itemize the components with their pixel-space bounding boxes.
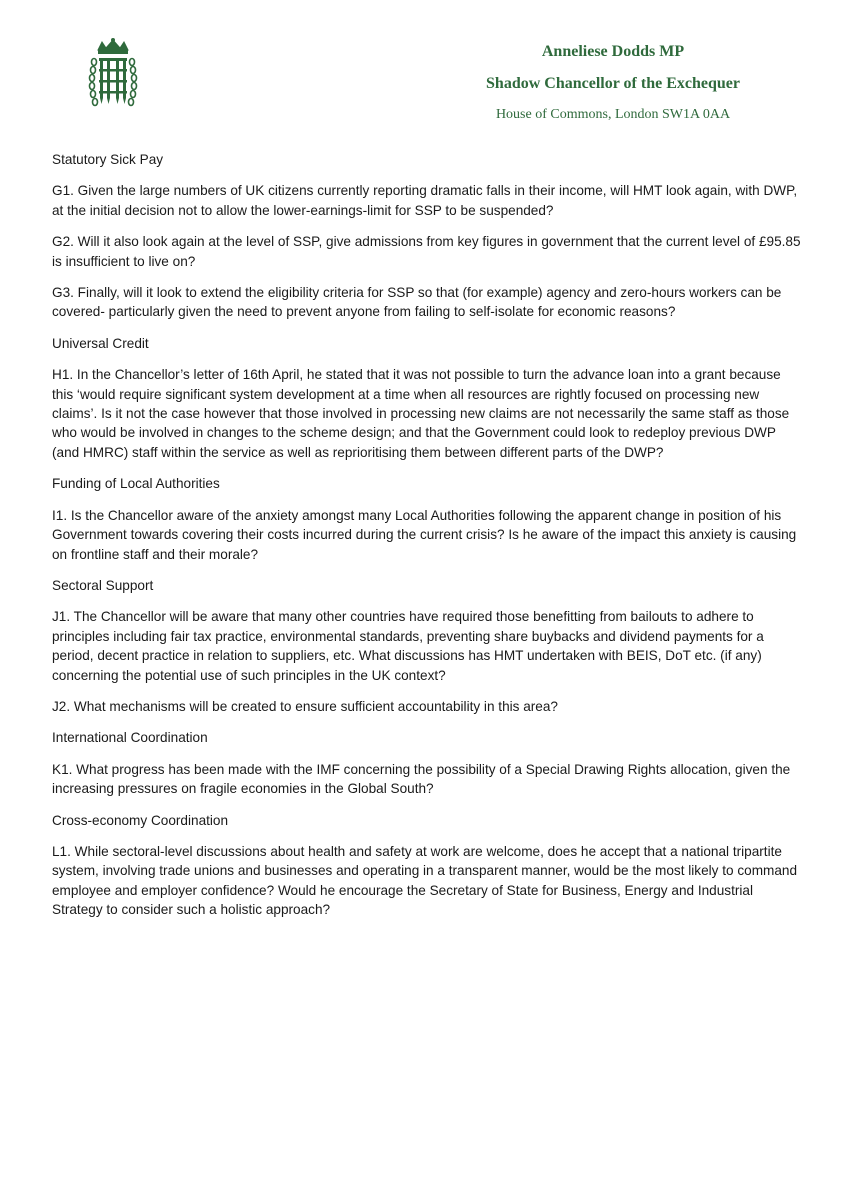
section-heading: International Coordination — [52, 730, 208, 746]
sender-role: Shadow Chancellor of the Exchequer — [486, 75, 740, 92]
question-paragraph: I1. Is the Chancellor aware of the anxiety amongst many Local Authorities following the apparent change in position of his Government towards covering their costs incurred during the current crisis? Is he aware of the impact this anxiety is causing on frontline staff and their morale? — [52, 507, 797, 562]
section-heading: Funding of Local Authorities — [52, 476, 220, 492]
letterhead — [0, 0, 849, 140]
section-heading: Statutory Sick Pay — [52, 152, 164, 167]
section-heading: Sectoral Support — [52, 577, 154, 593]
sender-name: Anneliese Dodds MP — [541, 43, 685, 60]
section-heading: Cross-economy Coordination — [52, 812, 229, 828]
question-paragraph: J1. The Chancellor will be aware that many other countries have required those benefitting from bailouts to adhere to principles including fair tax practice, environmental standards, preventing share buybacks and dividend payments for a period, decent practice in relation to suppliers, etc. What discussions has HMT undertaken with BEIS, DoT etc. (if any) concerning the potential use of such principles in the UK context? — [52, 609, 764, 683]
question-paragraph: G1. Given the large numbers of UK citizens currently reporting dramatic falls in their income, will HMT look again, with DWP, at the initial decision not to allow the lower-earnings-limit for SSP to be suspended? — [52, 183, 798, 218]
question-paragraph: G3. Finally, will it look to extend the eligibility criteria for SSP so that (for example) agency and zero-hours workers can be covered- particularly given the need to prevent anyone from failing to self-isolate for economic reasons? — [52, 285, 782, 320]
document-body — [52, 150, 802, 932]
question-paragraph: J2. What mechanisms will be created to ensure sufficient accountability in this area? — [52, 698, 558, 714]
section-heading: Universal Credit — [52, 335, 149, 351]
sender-address: House of Commons, London SW1A 0AA — [495, 107, 731, 122]
question-paragraph: L1. While sectoral-level discussions about health and safety at work are welcome, does he accept that a national tripartite system, involving trade unions and businesses and operating in a transparent manner, would be the most likely to command employee and employer confidence? Would he encourage the Secretary of State for Business, Energy and Industrial Strategy to consider such a holistic approach? — [52, 843, 798, 918]
question-paragraph: H1. In the Chancellor’s letter of 16th April, he stated that it was not possible to turn the advance loan into a grant because this ‘would require significant system development at a time when all resources are rightly focused on processing new claims’. Is it not the case however that those involved in processing new claims are not necessarily the same staff as those who would be involved in changes to the scheme design; and that the Government could look to redeploy previous DWP (and HMRC) staff within the service as well as reprioritising them between different parts of the DWP? — [52, 367, 790, 460]
question-paragraph: G2. Will it also look again at the level of SSP, give admissions from key figures in government that the current level of £95.85 is insufficient to live on? — [52, 234, 801, 269]
portcullis-icon — [88, 38, 138, 110]
question-paragraph: K1. What progress has been made with the IMF concerning the possibility of a Special Drawing Rights allocation, given the increasing pressures on fragile economies in the Global South? — [52, 761, 791, 797]
sender-block — [433, 42, 793, 124]
